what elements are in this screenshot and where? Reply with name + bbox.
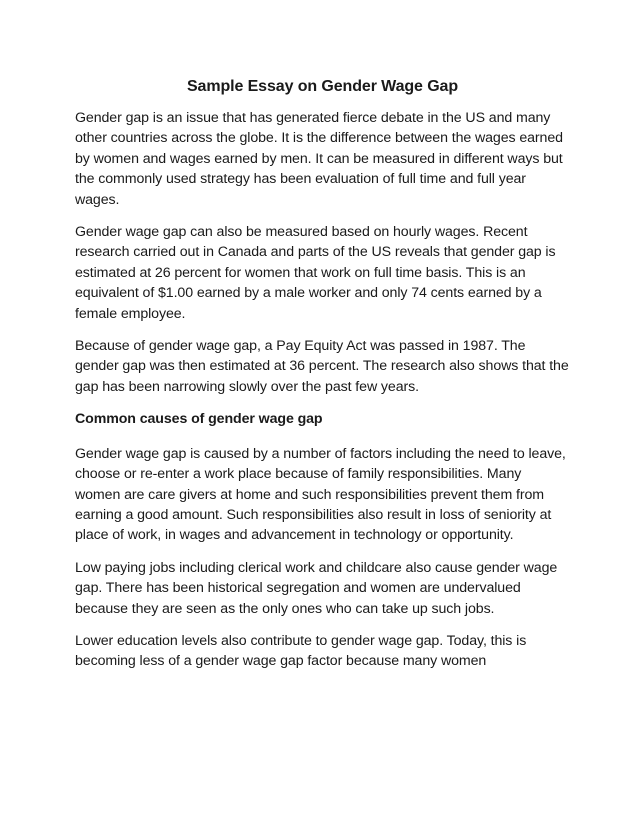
section-heading: Common causes of gender wage gap: [75, 411, 323, 428]
paragraph-pay-equity-act: Because of gender wage gap, a Pay Equity Act was passed in 1987. The gender gap was then estimated at 36 percent. The research also shows that the gap has been narrowing slowly over the past few years.: [75, 338, 569, 395]
document-body: [75, 76, 570, 684]
paragraph-hourly-wages: Gender wage gap can also be measured based on hourly wages. Recent research carried out in Canada and parts of the US reveals that gender gap is estimated at 26 percent for women that work on full time basis. This is an equivalent of $1.00 earned by a male worker and only 74 cents earned by a female employee.: [75, 224, 556, 322]
paragraph-education-levels: Lower education levels also contribute to gender wage gap. Today, this is becoming less of a gender wage gap factor because many women: [75, 632, 527, 670]
paragraph-low-paying-jobs: Low paying jobs including clerical work and childcare also cause gender wage gap. There has been historical segregation and women are undervalued because they are seen as the only ones who can take up such jobs.: [75, 559, 558, 617]
paragraph-family-responsibilities: Gender wage gap is caused by a number of factors including the need to leave, choose or re-enter a work place because of family responsibilities. Many women are care givers at home and such responsibilities prevent them from earning a good amount. Such responsibilities also result in loss of seniority at place of work, in wages and advancement in technology or opportunity.: [75, 445, 566, 544]
paragraph-intro: Gender gap is an issue that has generated fierce debate in the US and many other countries across the globe. It is the difference between the wages earned by women and wages earned by men. It can be measured in different ways but the commonly used strategy has been evaluation of full time and full year wages.: [75, 110, 563, 208]
document-title: Sample Essay on Gender Wage Gap: [186, 78, 459, 95]
